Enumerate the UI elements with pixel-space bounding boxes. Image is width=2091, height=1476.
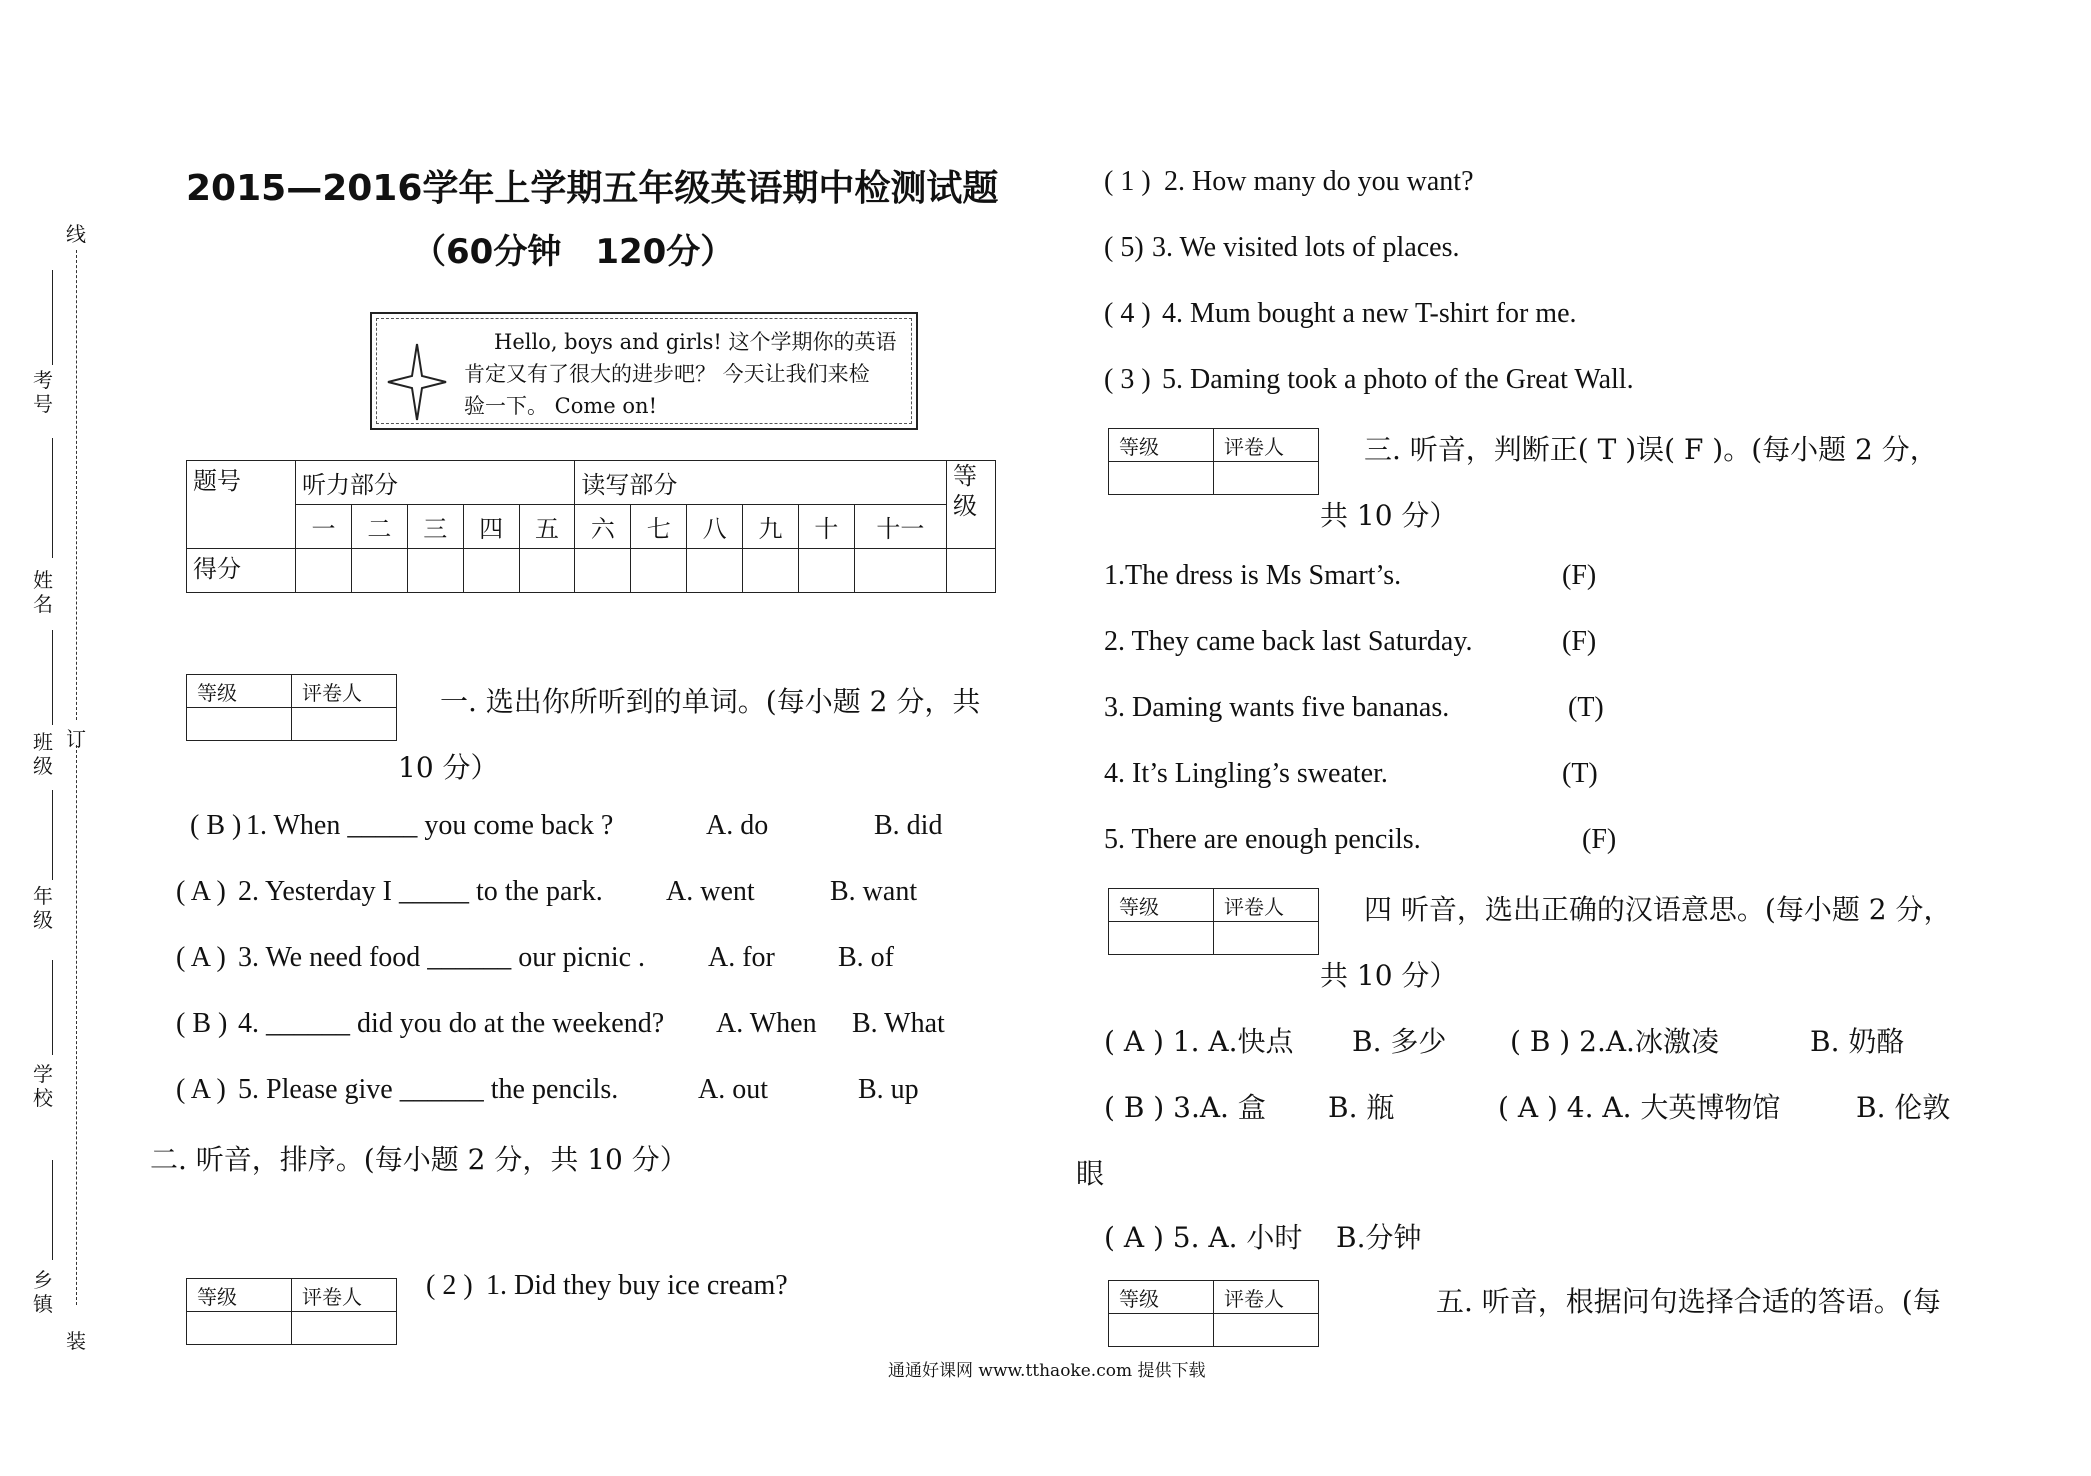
section1-grade-box: 等级 评卷人 bbox=[186, 674, 397, 741]
s1-q2-option-a: A. went bbox=[666, 876, 755, 907]
s1-q2-option-b: B. want bbox=[830, 876, 918, 907]
s3-q5-text: 5. There are enough pencils. bbox=[1104, 824, 1421, 855]
s1-q5-answer: ( A ) bbox=[176, 1074, 226, 1105]
col-3: 三 bbox=[407, 505, 463, 549]
s4-q1-option-b: B. 多少 bbox=[1352, 1025, 1447, 1058]
s1-q1-option-a: A. do bbox=[706, 810, 769, 841]
mark-xian: 线 bbox=[66, 222, 86, 246]
s2-q3-text: 3. We visited lots of places. bbox=[1152, 232, 1460, 263]
score-label: 得分 bbox=[187, 549, 296, 593]
section5-heading: 五. 听音，根据问句选择合适的答语。(每 bbox=[1436, 1285, 1941, 1318]
school-line bbox=[52, 960, 53, 1055]
s2-q1-answer: ( 2 ) bbox=[426, 1270, 473, 1301]
intro-line-1: Hello, boys and girls! 这个学期你的英语 bbox=[494, 330, 897, 354]
s2-q1-text: 1. Did they buy ice cream? bbox=[486, 1270, 788, 1301]
grade-level-label: 年级 bbox=[33, 884, 53, 932]
col-9: 九 bbox=[743, 505, 799, 549]
s1-q2-text: 2. Yesterday I _____ to the park. bbox=[238, 876, 603, 907]
s4-q4-option-b: B. 伦敦 bbox=[1856, 1091, 1951, 1124]
s1-q3-option-a: A. for bbox=[708, 942, 775, 973]
class-line bbox=[52, 630, 53, 725]
s3-q4-text: 4. It’s Lingling’s sweater. bbox=[1104, 758, 1388, 789]
s4-q4-option-b-cont: 眼 bbox=[1076, 1157, 1105, 1190]
s4-q1-answer: ( A ) 1. A.快点 bbox=[1104, 1025, 1294, 1058]
s1-q1-text: 1. When _____ you come back ? bbox=[246, 810, 614, 841]
mark-zhuang: 装 bbox=[66, 1329, 86, 1353]
col-10: 十 bbox=[798, 505, 854, 549]
reading-header: 读写部分 bbox=[575, 461, 947, 505]
col-6: 六 bbox=[575, 505, 631, 549]
section1-heading: 一. 选出你所听到的单词。(每小题 2 分，共 bbox=[440, 685, 981, 718]
section1-heading-cont: 10 分） bbox=[398, 751, 499, 784]
col-5: 五 bbox=[519, 505, 575, 549]
class-label: 班级 bbox=[33, 730, 53, 778]
name-line bbox=[52, 438, 53, 558]
section3-heading-cont: 共 10 分） bbox=[1320, 499, 1458, 532]
col-8: 八 bbox=[687, 505, 743, 549]
s3-q4-answer: (T) bbox=[1562, 758, 1598, 789]
s3-q3-text: 3. Daming wants five bananas. bbox=[1104, 692, 1450, 723]
town-line bbox=[52, 1160, 53, 1260]
col-7: 七 bbox=[631, 505, 687, 549]
row-label: 题号 bbox=[187, 461, 296, 549]
section4-heading-cont: 共 10 分） bbox=[1320, 959, 1458, 992]
s2-q2-answer: ( 1 ) bbox=[1104, 166, 1151, 197]
s1-q1-option-b: B. did bbox=[874, 810, 943, 841]
s1-q2-answer: ( A ) bbox=[176, 876, 226, 907]
intro-box bbox=[370, 312, 918, 430]
s1-q4-answer: ( B ) bbox=[176, 1008, 228, 1039]
s3-q5-answer: (F) bbox=[1582, 824, 1617, 855]
name-label: 姓名 bbox=[33, 568, 53, 616]
col-1: 一 bbox=[296, 505, 352, 549]
cut-line-bottom bbox=[76, 745, 77, 1305]
section4-heading: 四 听音，选出正确的汉语意思。(每小题 2 分， bbox=[1364, 893, 1952, 926]
cut-line-top bbox=[76, 250, 77, 720]
s2-q2-text: 2. How many do you want? bbox=[1164, 166, 1474, 197]
s3-q2-text: 2. They came back last Saturday. bbox=[1104, 626, 1473, 657]
col-2: 二 bbox=[351, 505, 407, 549]
s2-q4-text: 4. Mum bought a new T-shirt for me. bbox=[1162, 298, 1577, 329]
s1-q4-option-b: B. What bbox=[852, 1008, 945, 1039]
s2-q5-answer: ( 3 ) bbox=[1104, 364, 1151, 395]
s1-q5-text: 5. Please give ______ the pencils. bbox=[238, 1074, 619, 1105]
exam-number-label: 考号 bbox=[33, 368, 53, 416]
grade-level-line bbox=[52, 790, 53, 880]
star-icon bbox=[386, 342, 448, 422]
footer-credit: 通通好课网 www.tthaoke.com 提供下载 bbox=[888, 1361, 1206, 1381]
col-11: 十一 bbox=[854, 505, 946, 549]
s3-q1-text: 1.The dress is Ms Smart’s. bbox=[1104, 560, 1402, 591]
s2-q3-answer: ( 5) bbox=[1104, 232, 1144, 263]
page-subtitle: （60分钟 120分） bbox=[412, 232, 735, 272]
s4-q3-answer: ( B ) 3.A. 盒 bbox=[1104, 1091, 1266, 1124]
s3-q1-answer: (F) bbox=[1562, 560, 1597, 591]
page-title: 2015—2016学年上学期五年级英语期中检测试题 bbox=[186, 168, 999, 209]
s2-q5-text: 5. Daming took a photo of the Great Wall. bbox=[1162, 364, 1634, 395]
s2-q4-answer: ( 4 ) bbox=[1104, 298, 1151, 329]
section5-grade-box: 等级 评卷人 bbox=[1108, 1280, 1319, 1347]
section4-grade-box: 等级 评卷人 bbox=[1108, 888, 1319, 955]
mark-ding: 订 bbox=[66, 727, 86, 751]
col-4: 四 bbox=[463, 505, 519, 549]
s4-q4-answer: ( A ) 4. A. 大英博物馆 bbox=[1498, 1091, 1781, 1124]
school-label: 学校 bbox=[33, 1062, 53, 1110]
intro-line-3: 验一下。 Come on! bbox=[464, 394, 658, 418]
s4-q2-option-b: B. 奶酪 bbox=[1810, 1025, 1905, 1058]
s4-q2-answer: ( B ) 2.A.冰激凌 bbox=[1510, 1025, 1719, 1058]
section2-grade-box: 等级 评卷人 bbox=[186, 1278, 397, 1345]
s1-q3-answer: ( A ) bbox=[176, 942, 226, 973]
section2-heading: 二. 听音，排序。(每小题 2 分，共 10 分） bbox=[150, 1143, 688, 1176]
s1-q5-option-b: B. up bbox=[858, 1074, 919, 1105]
s4-q5-answer: ( A ) 5. A. 小时 bbox=[1104, 1221, 1303, 1254]
section3-grade-box: 等级 评卷人 bbox=[1108, 428, 1319, 495]
grade-header: 等级 bbox=[947, 461, 996, 549]
s4-q5-option-b: B.分钟 bbox=[1336, 1221, 1422, 1254]
section3-heading: 三. 听音，判断正( T )误( F )。(每小题 2 分， bbox=[1364, 433, 1938, 466]
listening-header: 听力部分 bbox=[296, 461, 575, 505]
s3-q3-answer: (T) bbox=[1568, 692, 1604, 723]
s4-q3-option-b: B. 瓶 bbox=[1328, 1091, 1395, 1124]
s1-q4-text: 4. ______ did you do at the weekend? bbox=[238, 1008, 665, 1039]
town-label: 乡镇 bbox=[33, 1268, 53, 1316]
s1-q3-option-b: B. of bbox=[838, 942, 894, 973]
s3-q2-answer: (F) bbox=[1562, 626, 1597, 657]
s1-q4-option-a: A. When bbox=[716, 1008, 817, 1039]
s1-q3-text: 3. We need food ______ our picnic . bbox=[238, 942, 646, 973]
intro-line-2: 肯定又有了很大的进步吧？ 今天让我们来检 bbox=[464, 362, 870, 386]
score-table bbox=[186, 460, 996, 593]
exam-number-line bbox=[52, 270, 53, 365]
s1-q1-answer: ( B ) bbox=[190, 810, 242, 841]
s1-q5-option-a: A. out bbox=[698, 1074, 768, 1105]
